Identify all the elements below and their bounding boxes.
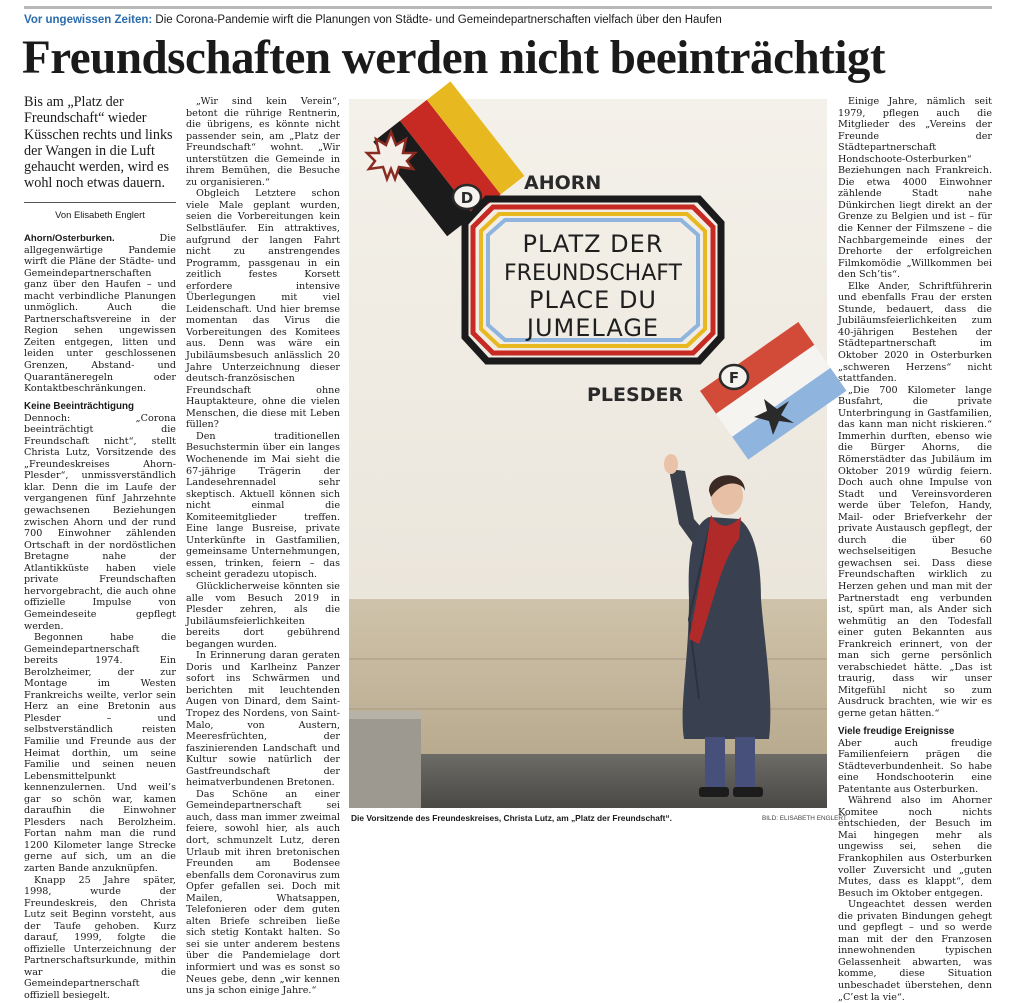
article-column-3: [838, 96, 992, 1003]
paragraph: In Erinnerung daran geraten Doris und Karlheinz Panzer sofort ins Schwärmen und berichten mit leuchtenden Augen von Dinard, dem Saint-Tropez des Nordens, von Saint-Malo, von Austern, Meeresfrüchten, der faszinierenden Landschaft und Kultur sowie natürlich der Gastfreundschaft der heimatverbundenen Bretonen.: [186, 650, 340, 789]
paragraph: Aber auch freudige Familienfeiern prägen die Städteverbundenheit. So habe eine Hondschooterin eine Patentante aus Osterburken.: [838, 737, 992, 795]
sign-bottom-text: PLESDER: [587, 384, 684, 406]
badge-f-text: F: [728, 369, 740, 387]
paragraph: Begonnen habe die Gemeindepartnerschaft bereits 1974. Ein Berolzheimer, der zur Montage im Westen Frankreichs weilte, verlor sein Herz an eine Bretonin aus Plesder – und selbstverständlich reisten Familie und Freunde aus der Heimat dorthin, um seine Familie und seinen neuen Lebensmittelpunkt kennenzulernen. Und weil’s gar so schön war, kamen daraufhin die Einwohner Plesders nach Berolzheim. Fortan nahm man die rund 1200 Kilometer lange Strecke gerne auf sich, um an die zarten Bande anzuknüpfen.: [24, 632, 176, 874]
badge-d-text: D: [460, 189, 474, 207]
subheading: Keine Beeinträchtigung: [24, 400, 134, 412]
paragraph: Obgleich Letztere schon viele Male geplant wurden, seien die Vorbereitungen kein Selbstläufer. Ein attraktives, aufgrund der langen Fahrt nicht zu anstrengendes Programm, passgenau in ein zeitlich festes Korsett erfordere intensive Überlegungen mit viel Leidenschaft. Und hier bremse momentan das Virus die Vorbereitungen des Komitees aus. Denn was wäre ein Jubiläumsbesuch anlässlich 20 Jahre Unterzeichnung dieser deutsch-französischen Freundschaft ohne Hauptakteure, ohne die vielen Menschen, die diese mit Leben füllen?: [186, 188, 340, 431]
sign-line-2: FREUNDSCHAFT: [504, 261, 682, 286]
paragraph: Ungeachtet dessen werden die privaten Bindungen gehegt und gepflegt – und so werde man mit der den Franzosen innewohnenden typischen Gelassenheit abwarten, was komme, diese Situation unbeschadet überstehen, denn „C’est la vie“.: [838, 899, 992, 1003]
stone-pillar: [349, 711, 421, 808]
paragraph: Während also im Ahorner Komitee noch nichts entschieden, der Besuch im Mai hingegen mehr als ungewiss sei, sehen die Frankophilen aus Osterburken voller Zuversicht und „guten Mutes, dass es klappt“, dem Besuch im Oktober entgegen.: [838, 795, 992, 899]
byline: Von Elisabeth Englert: [55, 209, 145, 220]
intro-text: Bis am „Platz der Freundschaft“ wieder Küsschen rechts und links der Wangen in die Luft gehaucht werden, wird es wohl noch etwas dauern.: [24, 94, 173, 192]
article-column-1: [24, 233, 176, 1001]
article-photo: [349, 99, 827, 808]
kicker-label: Vor ungewissen Zeiten:: [24, 14, 153, 26]
paragraph: Elke Ander, Schriftführerin und ebenfalls Frau der ersten Stunde, bedauert, dass die Jubiläumsfeierlichkeiten zum 40-jährigen Bestehen der Städtepartnerschaft im Oktober 2020 in Osterburken „schweren Herzens“ nicht stattfanden.: [838, 280, 992, 385]
paragraph: „Wir sind kein Verein“, betont die rührige Rentnerin, die übrigens, es könnte nicht passender sein, am „Platz der Freundschaft“ wohnt. „Wir unterstützen die Gemeinde in ihrem Bemühen, die Besuche zu organisieren.“: [186, 96, 340, 188]
kicker: [24, 14, 722, 26]
top-rule: [24, 6, 992, 9]
sign-line-4: JUMELAGE: [526, 314, 660, 342]
paragraph: [24, 233, 176, 395]
article-column-2: [186, 96, 340, 997]
paragraph: Glücklicherweise könnten sie alle vom Besuch 2019 in Plesder zehren, als die Jubiläumsfeierlichkeiten bereits dort gebührend begangen wurden.: [186, 580, 340, 650]
subheading: Viele freudige Ereignisse: [838, 725, 955, 737]
sign-line-3: PLACE DU: [529, 286, 657, 314]
dateline: Ahorn/Osterburken.: [24, 233, 115, 244]
kicker-text: Die Corona-Pandemie wirft die Planungen von Städte- und Gemeindepartnerschaften vielfach über den Haufen: [152, 14, 722, 26]
paragraph: Knapp 25 Jahre später, 1998, wurde der Freundeskreis, den Christa Lutz seit Beginn vorsteht, aus der Taufe gehoben. Kurz darauf, 1999, folgte die offizielle Unterzeichnung der Partnerschaftsurkunde, mithin war die Gemeindepartnerschaft offiziell besiegelt.: [24, 874, 176, 1001]
paragraph: Den traditionellen Besuchstermin über ein langes Wochenende im Mai sieht die 67-jährige Trägerin der Landesehrennadel sehr skeptisch. Aktuell können sich nicht einmal die Komiteemitglieder treffen. Eine lange Busreise, private Unterkünfte in Gastfamilien, gemeinsame Unternehmungen, essen, trinken, feiern – das scheint geradezu utopisch.: [186, 430, 340, 581]
paragraph-text: Die allgegenwärtige Pandemie wirft die Pläne der Städte- und Gemeindepartnerschaften ganz über den Haufen – und macht verbindliche Planungen unmöglich. Auch die Partnerschaftsvereine in der Region sehen ungewissen Zeiten entgegen, litten und leiden unter geschlossenen Grenzen, Abstand- und Quarantäneregeln oder Kontaktbeschränkungen.: [24, 233, 176, 395]
sign-top-text: AHORN: [524, 172, 602, 194]
headline: Freundschaften werden nicht beeinträchtigt: [22, 31, 886, 84]
paragraph: „Die 700 Kilometer lange Busfahrt, die private Unterbringung in Gastfamilien, das kann man nicht riskieren.“ Immerhin durften, ebenso wie die Bürger Ahorns, die Römerstädter das Jubiläum im Oktober 2019 würdig feiern. Doch auch ohne Impulse von Stadt und Vereinsvorderen werde über Telefon, Handy, Mail- oder Briefverkehr der private Austausch gepflegt, der durch die über 60 wechselseitigen Besuche gewachsen sei. Dass diese Freundschaften wirklich zu Herzen gehen und man mit der Partnerstadt eng verbunden ist, spürt man, als Ander sich wehmütig an den Todesfall einer guten Bekannten aus Frankreich erinnert, von der man sich gerne persönlich verabschiedet hätte. „Das ist traurig, dass wir unser Mitgefühl nicht so zum Ausdruck brachten, wie wir es gerne getan hätten.“: [838, 384, 992, 719]
photo-credit: BILD: ELISABETH ENGLERT: [762, 815, 847, 822]
byline-rule: [24, 202, 176, 203]
paragraph: Dennoch: „Corona beeinträchtigt die Freundschaft nicht“, stellt Christa Lutz, Vorsitzende des „Freundeskreises Ahorn-Plesder“, unmissverständlich klar. Denn die im Laufe der vergangenen fünf Jahrzehnte gewachsenen Beziehungen zwischen Ahorn und der rund 700 Einwohner zählenden Ortschaft in der nordöstlichen Bretagne nahe der Atlantikküste haben viele private Freundschaften hervorgebracht, die auch ohne offizielle Impulse von Gemeindeseite gepflegt werden.: [24, 412, 176, 632]
paragraph: Einige Jahre, nämlich seit 1979, pflegen auch die Mitglieder des „Vereins der Freunde der Städtepartnerschaft Hondschoote-Osterburken“ Beziehungen nach Frankreich. Die etwa 4000 Einwohner zählende Stadt nahe Dünkirchen liegt direkt an der Grenze zu Belgien und ist – für die Kenner der Filmszene – die Nachbargemeinde eines der Drehorte der erfolgreichen Filmkomödie „Willkommen bei den Sch’tis“.: [838, 96, 992, 281]
sign-line-1: PLATZ DER: [522, 230, 664, 258]
photo-caption: Die Vorsitzende des Freundeskreises, Christa Lutz, am „Platz der Freundschaft“.: [351, 813, 672, 823]
paragraph: Das Schöne an einer Gemeindepartnerschaft sei auch, dass man immer zweimal feiere, sowohl hier, als auch dort, schmunzelt Lutz, deren Urlaub mit ihren bretonischen Freunden am Bodensee ebenfalls dem Coronavirus zum Opfer gefallen sei. Doch mit Mailen, Whatsappen, Telefonieren oder dem guten alten Briefe schreiben ließe sich stetig Kontakt halten. So sei sie unter anderem bestens über die Pandemielage dort informiert und was es sonst so Neues gebe, denn „wir kennen uns ja schon einige Jahre.“: [186, 788, 340, 997]
